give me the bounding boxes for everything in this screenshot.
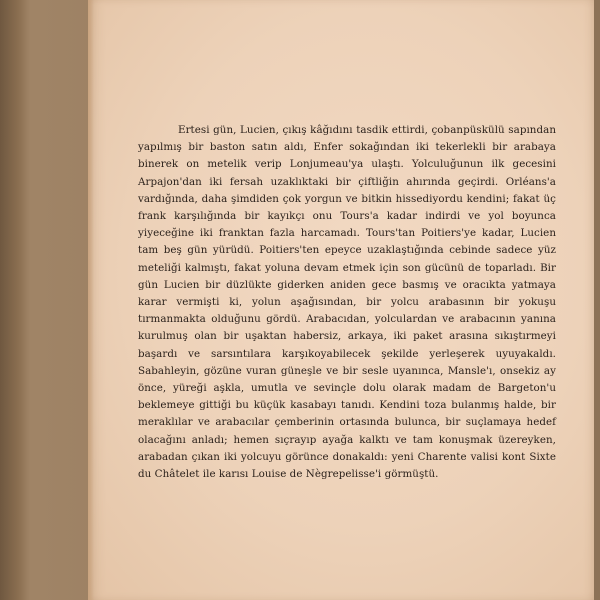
body-paragraph: Ertesi gün, Lucien, çıkış kâğıdını tasdik ettirdi, çobanpüskülü sapından yapılmış bir baston satın aldı, Enfer sokağından iki tekerlekli bir arabaya binerek on metelik verip Lonjumeau'ya ulaştı. Yolculuğunun ilk gecesini Arpajon'dan iki fersah uzaklıktaki bir çiftliğin ahırında geçirdi. Orléans'a vardığında, daha şimdiden çok yorgun ve bitkin hissediyordu kendini; fakat üç frank karşılığında bir kayıkçı onu Tours'a kadar indirdi ve yol boyunca yiyeceğine iki franktan fazla harcamadı. Tours'tan Poitiers'ye kadar, Lucien tam beş gün yürüdü. Poitiers'ten epeyce uzaklaştığında cebinde sadece yüz meteliği kalmıştı, fakat yoluna devam etmek için son gücünü de toparladı. Bir gün Lucien bir düzlükte giderken aniden gece basmış ve oracıkta yatmaya karar vermişti ki, yolun aşağısından, bir yolcu arabasının bir yokuşu tırmanmakta olduğunu gördü. Arabacıdan, yolculardan ve arabacının yanına kurulmuş olan bir uşaktan habersiz, arkaya, iki paket arasına sıkıştırmeyi başardı ve sarsıntılara karşıkoyabilecek şekilde yerleşerek uyuyakaldı. Sabahleyin, gözüne vuran güneşle ve bir sesle uyanınca, Mansle'ı, onsekiz ay önce, yüreği aşkla, umutla ve sevinçle dolu olarak madam de Bargeton'u beklemeye gittiği bu küçük kasabayı tanıdı. Kendini toza bulanmış halde, bir meraklılar ve arabacılar çemberinin ortasında bulunca, bir suçlamaya hedef olacağını anladı; hemen sıçrayıp ayağa kalktı ve tam konuşmak üzereyken, arabadan çıkan iki yolcuyu görünce donakaldı: yeni Charente valisi kont Sixte du Châtelet ile karısı Louise de Nègrepelisse'i görmüştü. [138, 124, 556, 481]
text-block [138, 122, 556, 483]
book-page [88, 0, 594, 600]
